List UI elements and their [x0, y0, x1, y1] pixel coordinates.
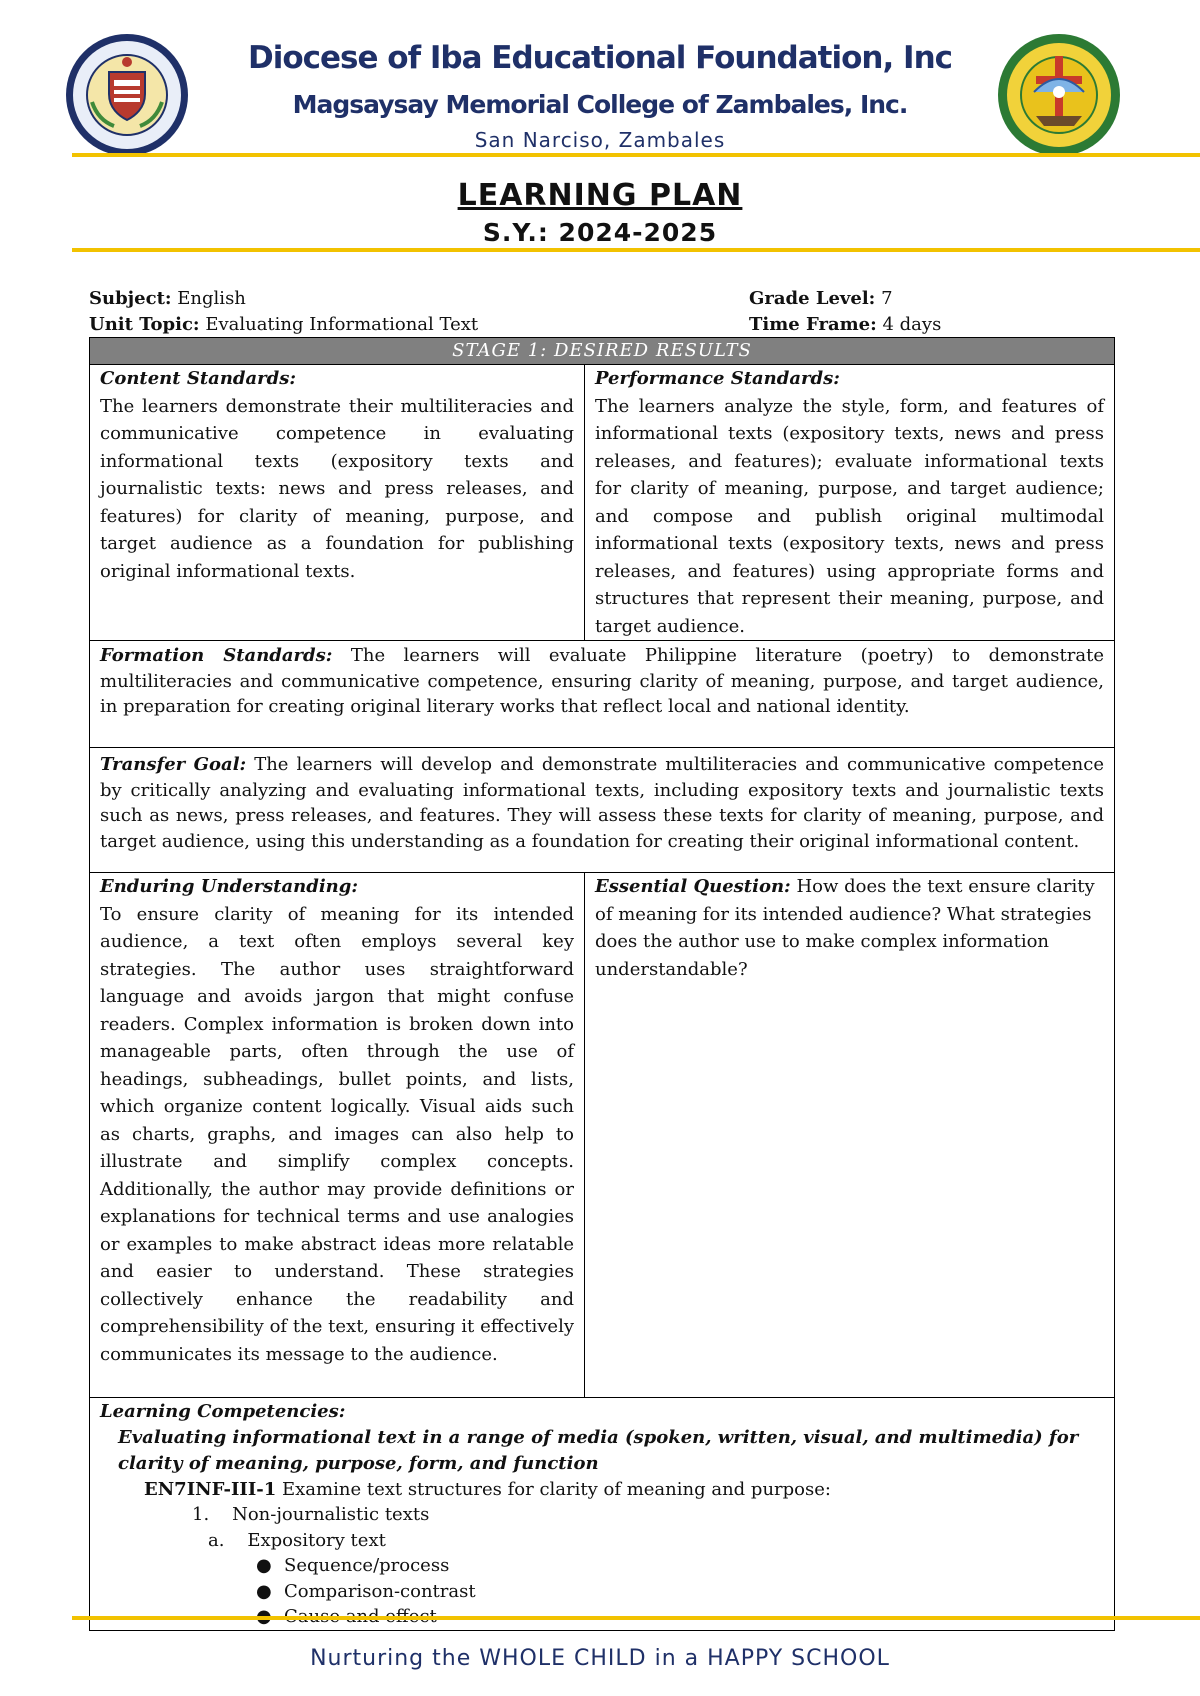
bullet-text: Sequence/process [284, 1555, 450, 1576]
timeframe-line [749, 312, 941, 337]
unit-line [89, 312, 478, 337]
footer-motto: Nurturing the WHOLE CHILD in a HAPPY SCHOOL [310, 1646, 890, 1671]
subject-line [89, 286, 246, 311]
performance-standards-cell [585, 365, 1115, 641]
unit-value: Evaluating Informational Text [205, 314, 479, 335]
grade-label: Grade Level: [749, 288, 876, 309]
essential-question-label: Essential Question: [595, 876, 791, 897]
content-standards-label: Content Standards: [100, 368, 297, 389]
formation-standards-label: Formation Standards: [100, 645, 333, 666]
unit-label: Unit Topic: [89, 314, 200, 335]
list-letter: a. [208, 1529, 225, 1551]
subject-label: Subject: [89, 288, 172, 309]
bullet-icon: ● [256, 1555, 272, 1576]
stage1-banner: STAGE 1: DESIRED RESULTS [90, 338, 1115, 365]
enduring-understanding-label: Enduring Understanding: [100, 876, 358, 897]
transfer-goal-cell [90, 748, 1115, 873]
organization-name: Diocese of Iba Educational Foundation, Inc [247, 40, 953, 76]
document-title: LEARNING PLAN [457, 178, 743, 213]
bullet-icon: ● [256, 1580, 272, 1602]
bullet-text: Comparison-contrast [284, 1580, 476, 1602]
content-standards-text: The learners demonstrate their multiliteracies and communicative competence in evaluating informational texts (expository texts and journalistic texts: news and press releases, and features) for clarity of meaning, purpose, and target audience as a foundation for publishing original informational texts. [100, 395, 574, 582]
transfer-goal-text: The learners will develop and demonstrate multiliteracies and communicative competence by critically analyzing and evaluating informational texts, including expository texts and journalistic texts such as news, press releases, and features. They will assess these texts for clarity of meaning, purpose, and target audience, using this understanding as a foundation for creating their original informational content. [100, 754, 1104, 852]
list-text: Non-journalistic texts [232, 1504, 430, 1525]
list-item-level2 [208, 1528, 1104, 1554]
grade-line [749, 286, 893, 311]
learning-plan-table [89, 337, 1115, 1631]
subject-value: English [177, 288, 246, 309]
competency-code: EN7INF-III-1 [144, 1478, 277, 1500]
formation-standards-cell [90, 641, 1115, 748]
enduring-understanding-cell [90, 873, 585, 1398]
formation-standards-text: The learners will evaluate Philippine literature (poetry) to demonstrate multiliteracies and communicative competence, ensuring clarity of meaning, purpose, and target audience, in preparation for creating original literary works that reflect local and national identity. [100, 645, 1104, 717]
title-divider [72, 248, 1200, 252]
timeframe-label: Time Frame: [749, 314, 877, 335]
header-divider [72, 153, 1200, 157]
content-standards-cell [90, 365, 585, 641]
footer-divider [72, 1616, 1200, 1620]
list-item-level1 [192, 1502, 1104, 1528]
competency-text: Examine text structures for clarity of meaning and purpose: [282, 1478, 831, 1500]
college-location: San Narciso, Zambales [474, 128, 726, 152]
timeframe-value: 4 days [882, 314, 942, 335]
learning-competencies-cell [90, 1398, 1115, 1631]
bullet-item [256, 1579, 1104, 1605]
bullet-item [256, 1553, 1104, 1579]
essential-question-text: How does the text ensure clarity of meaning for its intended audience? What strategies does the author use to make complex information understandable? [595, 876, 1095, 980]
learning-competencies-label: Learning Competencies: [100, 1401, 346, 1422]
grade-value: 7 [881, 288, 893, 309]
list-text: Expository text [247, 1529, 386, 1551]
competencies-title: Evaluating informational text in a range of media (spoken, written, visual, and multimedia) for clarity of meaning, purpose, form, and function [118, 1426, 1079, 1474]
transfer-goal-label: Transfer Goal: [100, 754, 247, 775]
competency-line [144, 1477, 1104, 1503]
performance-standards-label: Performance Standards: [595, 368, 840, 389]
essential-question-cell [585, 873, 1115, 1398]
school-year: S.Y.: 2024-2025 [482, 218, 718, 247]
performance-standards-text: The learners analyze the style, form, and features of informational texts (expository texts, news and press releases, and features); evaluate informational texts for clarity of meaning, purpose, and target audience; and compose and publish original multimodal informational texts (expository texts, news and press releases, and features) using appropriate forms and structures that represent their meaning, purpose, and target audience. [595, 395, 1104, 637]
college-name: Magsaysay Memorial College of Zambales, Inc. [292, 90, 908, 119]
enduring-understanding-text: To ensure clarity of meaning for its intended audience, a text often employs several key strategies. The author uses straightforward language and avoids jargon that might confuse readers. Complex information is broken down into manageable parts, often through the use of headings, subheadings, bullet points, and lists, which organize content logically. Visual aids such as charts, graphs, and images can also help to illustrate and simplify complex concepts. Additionally, the author may provide definitions or explanations for technical terms and use analogies or examples to make abstract ideas more relatable and easier to understand. These strategies collectively enhance the readability and comprehensibility of the text, ensuring it effectively communicates its message to the audience. [100, 903, 574, 1365]
list-number: 1. [192, 1504, 210, 1525]
